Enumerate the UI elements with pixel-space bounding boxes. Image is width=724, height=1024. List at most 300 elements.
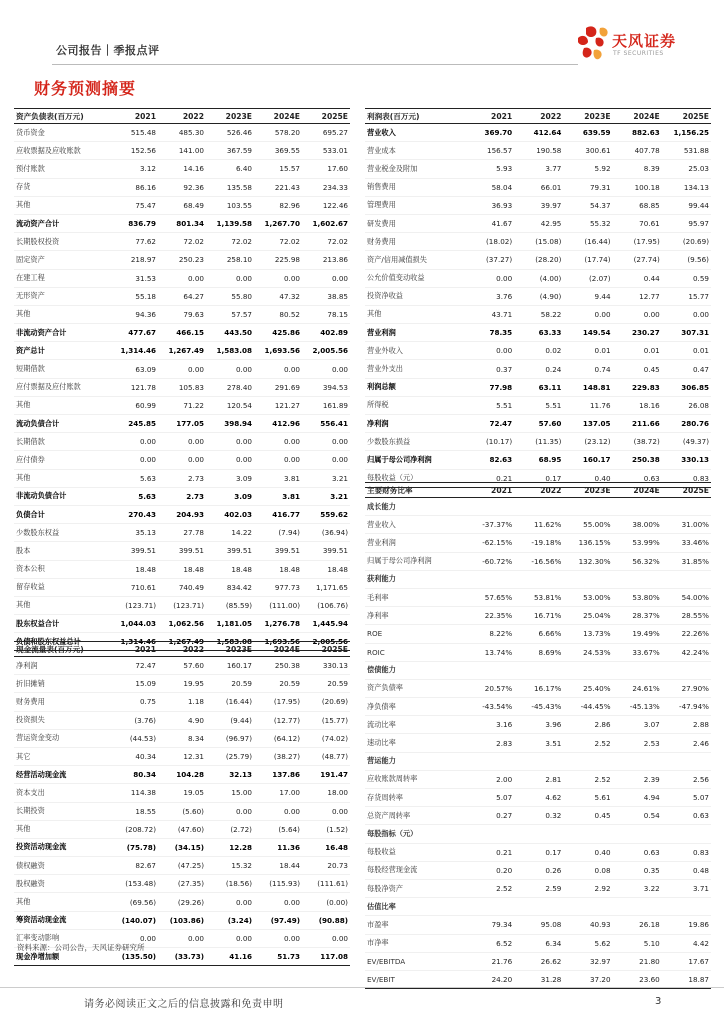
row-value: 5.07 [662, 789, 711, 807]
disclaimer-text: 请务必阅读正文之后的信息披露和免责申明 [84, 999, 284, 1010]
row-value: 211.66 [613, 415, 662, 433]
row-value: 245.85 [110, 415, 158, 433]
row-value: 1,139.58 [206, 214, 254, 232]
row-label: 营业收入 [365, 124, 465, 142]
row-value: 63.09 [110, 360, 158, 378]
table-row [14, 693, 350, 711]
row-value: 13.73% [563, 625, 612, 643]
row-value: 204.93 [158, 505, 206, 523]
row-value: 0.24 [514, 360, 563, 378]
row-value: 2.73 [158, 469, 206, 487]
row-value: 22.35% [465, 607, 514, 625]
row-value: 121.27 [254, 396, 302, 414]
row-value: 213.86 [302, 251, 350, 269]
row-label: 折旧摊销 [14, 675, 110, 693]
table-row [365, 734, 711, 752]
row-label: 汇率变动影响 [14, 929, 110, 947]
row-label: 资本公积 [14, 560, 110, 578]
row-value: 0.00 [158, 269, 206, 287]
row-value: 0.00 [206, 451, 254, 469]
row-label: 固定资产 [14, 251, 110, 269]
table-row [14, 578, 350, 596]
row-label: 每股经营现金流 [365, 861, 465, 879]
row-value: (111.00) [254, 596, 302, 614]
row-label: 营业外收入 [365, 342, 465, 360]
row-label: EV/EBIT [365, 970, 465, 988]
row-value: 0.00 [254, 929, 302, 947]
row-value [514, 570, 563, 588]
row-value [662, 498, 711, 516]
row-label: 应付票据及应付账款 [14, 378, 110, 396]
row-value: 60.99 [110, 396, 158, 414]
row-value: 26.08 [662, 396, 711, 414]
row-value: 18.55 [110, 802, 158, 820]
row-value: 0.20 [465, 861, 514, 879]
row-value: 218.97 [110, 251, 158, 269]
row-value: (9.44) [206, 711, 254, 729]
row-value: 14.22 [206, 524, 254, 542]
row-value: 3.76 [465, 287, 514, 305]
row-value: 1,445.94 [302, 615, 350, 633]
row-value: 0.00 [110, 451, 158, 469]
table-row [14, 838, 350, 856]
row-label: 净利润 [365, 415, 465, 433]
row-value: 0.47 [662, 360, 711, 378]
table-row [365, 305, 711, 323]
row-label: 成长能力 [365, 498, 465, 516]
row-value [465, 898, 514, 916]
table-row [365, 269, 711, 287]
row-value: 6.40 [206, 160, 254, 178]
row-value [465, 752, 514, 770]
row-value: 16.71% [514, 607, 563, 625]
row-value: 0.00 [206, 929, 254, 947]
row-value: -16.56% [514, 552, 563, 570]
row-value: 82.67 [110, 857, 158, 875]
row-value: 104.28 [158, 766, 206, 784]
row-label: 财务费用 [14, 693, 110, 711]
row-label: ROE [365, 625, 465, 643]
row-value: (29.26) [158, 893, 206, 911]
row-value: 0.00 [302, 929, 350, 947]
row-value: 31.85% [662, 552, 711, 570]
row-value: (0.00) [302, 893, 350, 911]
row-value: 399.51 [254, 542, 302, 560]
row-value [563, 570, 612, 588]
table-row [365, 378, 711, 396]
table-row [365, 142, 711, 160]
row-value: 407.78 [613, 142, 662, 160]
row-value: 15.09 [110, 675, 158, 693]
row-value: (49.37) [662, 433, 711, 451]
table-row [365, 825, 711, 843]
table-row [14, 857, 350, 875]
row-value: (135.50) [110, 948, 158, 966]
row-value: 230.27 [613, 324, 662, 342]
row-label: 财务费用 [365, 233, 465, 251]
row-label: 经营活动现金流 [14, 766, 110, 784]
row-value: 23.60 [613, 970, 662, 988]
row-label: 投资损失 [14, 711, 110, 729]
row-value: 3.21 [302, 487, 350, 505]
row-value: 412.96 [254, 415, 302, 433]
row-value: 4.90 [158, 711, 206, 729]
row-value: -45.43% [514, 698, 563, 716]
column-header: 2025E [662, 109, 711, 124]
row-value [613, 661, 662, 679]
row-label: 总资产周转率 [365, 807, 465, 825]
row-value: 0.00 [662, 305, 711, 323]
row-value: 280.76 [662, 415, 711, 433]
row-label: 归属于母公司净利润 [365, 451, 465, 469]
row-value: 0.63 [613, 469, 662, 487]
row-value: 120.54 [206, 396, 254, 414]
row-value: 221.43 [254, 178, 302, 196]
row-value: (16.44) [206, 693, 254, 711]
table-row [14, 251, 350, 269]
table-row [14, 729, 350, 747]
table-row [14, 505, 350, 523]
row-value: 0.00 [302, 451, 350, 469]
row-value: 66.01 [514, 178, 563, 196]
row-value: 32.97 [563, 952, 612, 970]
income-statement-table [365, 108, 711, 488]
row-value: 161.89 [302, 396, 350, 414]
row-value: 1,693.56 [254, 342, 302, 360]
row-value: (20.69) [662, 233, 711, 251]
row-value: 26.62 [514, 952, 563, 970]
row-value: (44.53) [110, 729, 158, 747]
row-value: 15.00 [206, 784, 254, 802]
row-value: 3.16 [465, 716, 514, 734]
row-value: 8.34 [158, 729, 206, 747]
row-value: (15.77) [302, 711, 350, 729]
row-value: 53.99% [613, 534, 662, 552]
row-label: 研发费用 [365, 214, 465, 232]
table-row [14, 911, 350, 929]
row-label: 市净率 [365, 934, 465, 952]
table-row [14, 287, 350, 305]
row-value: 0.00 [110, 929, 158, 947]
row-value: 141.00 [158, 142, 206, 160]
row-value: 3.07 [613, 716, 662, 734]
column-header: 2021 [110, 642, 158, 657]
row-value [613, 570, 662, 588]
row-value: 16.48 [302, 838, 350, 856]
row-value: 24.53% [563, 643, 612, 661]
row-value: 137.86 [254, 766, 302, 784]
table-row [14, 196, 350, 214]
row-value: 18.48 [110, 560, 158, 578]
column-header: 2025E [662, 483, 711, 498]
row-value: 99.44 [662, 196, 711, 214]
row-value: 19.95 [158, 675, 206, 693]
row-value: 330.13 [302, 657, 350, 675]
row-value: 270.43 [110, 505, 158, 523]
row-value: (103.86) [158, 911, 206, 929]
row-value: 0.00 [254, 433, 302, 451]
column-header: 2021 [465, 109, 514, 124]
row-value: 3.51 [514, 734, 563, 752]
row-label: 负债合计 [14, 505, 110, 523]
table-row [14, 560, 350, 578]
table-row [365, 498, 711, 516]
row-value: 3.71 [662, 879, 711, 897]
table-row [365, 698, 711, 716]
row-value: 1,276.78 [254, 615, 302, 633]
row-label: 其他 [14, 596, 110, 614]
row-label: 流动比率 [365, 716, 465, 734]
row-value: 12.77 [613, 287, 662, 305]
row-value: 1,602.67 [302, 214, 350, 232]
row-value: 122.46 [302, 196, 350, 214]
row-label: 每股净资产 [365, 879, 465, 897]
table-row [365, 588, 711, 606]
row-value: 37.20 [563, 970, 612, 988]
table-row [365, 552, 711, 570]
row-value: 0.00 [206, 269, 254, 287]
row-value: 882.63 [613, 124, 662, 142]
cash-flow-table [14, 641, 350, 966]
row-value: 0.21 [465, 469, 514, 487]
row-label: 所得税 [365, 396, 465, 414]
row-value: 77.62 [110, 233, 158, 251]
row-value: 79.31 [563, 178, 612, 196]
row-value: 2.92 [563, 879, 612, 897]
table-row [365, 752, 711, 770]
row-value: (2.07) [563, 269, 612, 287]
row-value: 148.81 [563, 378, 612, 396]
row-value: 3.12 [110, 160, 158, 178]
row-value: 0.02 [514, 342, 563, 360]
row-value: 398.94 [206, 415, 254, 433]
table-row [14, 396, 350, 414]
row-value: 250.38 [254, 657, 302, 675]
row-value: 1,267.49 [158, 633, 206, 651]
row-value: (69.56) [110, 893, 158, 911]
row-value: (123.71) [110, 596, 158, 614]
row-value [563, 752, 612, 770]
row-value: 14.16 [158, 160, 206, 178]
table-row [14, 875, 350, 893]
table-row [14, 542, 350, 560]
row-value: 0.00 [206, 360, 254, 378]
row-value: 94.36 [110, 305, 158, 323]
row-label: 每股收益 [365, 843, 465, 861]
row-value: 0.45 [613, 360, 662, 378]
row-label: 债权融资 [14, 857, 110, 875]
table-row [14, 766, 350, 784]
row-value: (27.35) [158, 875, 206, 893]
row-value: 1,583.08 [206, 633, 254, 651]
row-value: (47.25) [158, 857, 206, 875]
row-value: 1,693.56 [254, 633, 302, 651]
table-row [365, 607, 711, 625]
row-value: (4.90) [514, 287, 563, 305]
table-title: 资产负债表(百万元) [14, 109, 110, 124]
row-value: 95.97 [662, 214, 711, 232]
row-label: 营业利润 [365, 534, 465, 552]
row-value: 18.44 [254, 857, 302, 875]
row-value: 556.41 [302, 415, 350, 433]
table-row [14, 893, 350, 911]
row-value: 399.51 [206, 542, 254, 560]
row-value: 0.54 [613, 807, 662, 825]
table-row [365, 178, 711, 196]
column-header: 2024E [613, 483, 662, 498]
row-label: 营业成本 [365, 142, 465, 160]
table-row [365, 287, 711, 305]
row-value: 40.34 [110, 747, 158, 765]
row-value: 137.05 [563, 415, 612, 433]
row-label: 营运能力 [365, 752, 465, 770]
row-value: 369.55 [254, 142, 302, 160]
row-value: 412.64 [514, 124, 563, 142]
row-value: 57.60 [514, 415, 563, 433]
row-value: (48.77) [302, 747, 350, 765]
column-header: 2022 [158, 109, 206, 124]
row-value: 0.27 [465, 807, 514, 825]
row-value: (17.74) [563, 251, 612, 269]
row-value: 425.86 [254, 324, 302, 342]
row-value: 485.30 [158, 124, 206, 142]
column-header: 2021 [110, 109, 158, 124]
row-value: 2.81 [514, 770, 563, 788]
row-value: 177.05 [158, 415, 206, 433]
row-value: 22.26% [662, 625, 711, 643]
column-header: 2023E [206, 642, 254, 657]
row-value: 0.00 [158, 451, 206, 469]
table-row [365, 679, 711, 697]
row-value: (111.61) [302, 875, 350, 893]
row-value: 53.80% [613, 588, 662, 606]
table-row [14, 820, 350, 838]
row-value: (12.77) [254, 711, 302, 729]
row-label: 股本 [14, 542, 110, 560]
row-label: 投资净收益 [365, 287, 465, 305]
row-label: 存货周转率 [365, 789, 465, 807]
table-row [14, 360, 350, 378]
row-value: 695.27 [302, 124, 350, 142]
row-value: 35.13 [110, 524, 158, 542]
row-label: 筹资活动现金流 [14, 911, 110, 929]
row-value: 2,005.56 [302, 342, 350, 360]
row-label: 留存收益 [14, 578, 110, 596]
row-value: (1.52) [302, 820, 350, 838]
table-row [365, 807, 711, 825]
row-value: 18.16 [613, 396, 662, 414]
row-value: 2.56 [662, 770, 711, 788]
table-row [365, 196, 711, 214]
row-value: 100.18 [613, 178, 662, 196]
row-value: 0.17 [514, 843, 563, 861]
row-value: 9.44 [563, 287, 612, 305]
table-row [14, 342, 350, 360]
row-value: 0.63 [662, 807, 711, 825]
row-value: 5.61 [563, 789, 612, 807]
row-label: 无形资产 [14, 287, 110, 305]
table-row [14, 747, 350, 765]
table-row [14, 675, 350, 693]
row-value: 3.81 [254, 487, 302, 505]
row-value: 0.08 [563, 861, 612, 879]
row-value: 191.47 [302, 766, 350, 784]
table-row [14, 142, 350, 160]
table-row [365, 342, 711, 360]
row-value: 0.63 [613, 843, 662, 861]
table-row [365, 324, 711, 342]
row-value: 477.67 [110, 324, 158, 342]
row-value: 0.01 [662, 342, 711, 360]
row-value: 56.32% [613, 552, 662, 570]
row-value: (140.07) [110, 911, 158, 929]
row-value: 330.13 [662, 451, 711, 469]
row-label: 其他 [14, 893, 110, 911]
row-value: 0.74 [563, 360, 612, 378]
row-value: 20.59 [254, 675, 302, 693]
row-value [563, 498, 612, 516]
row-value: 2.52 [563, 734, 612, 752]
row-value: 0.00 [302, 802, 350, 820]
row-value: 0.44 [613, 269, 662, 287]
row-value: -44.45% [563, 698, 612, 716]
row-value: 156.57 [465, 142, 514, 160]
row-value: 5.51 [465, 396, 514, 414]
row-value [662, 570, 711, 588]
row-value: 3.09 [206, 487, 254, 505]
row-label: 其他 [14, 196, 110, 214]
row-value: 19.05 [158, 784, 206, 802]
row-value: 132.30% [563, 552, 612, 570]
row-value: -47.94% [662, 698, 711, 716]
row-value: 26.18 [613, 916, 662, 934]
row-value: 77.98 [465, 378, 514, 396]
row-value: 0.01 [563, 342, 612, 360]
row-value: 21.76 [465, 952, 514, 970]
column-header: 2021 [465, 483, 514, 498]
row-value: (17.95) [254, 693, 302, 711]
row-label: 归属于母公司净利润 [365, 552, 465, 570]
table-row [365, 716, 711, 734]
row-value: 740.49 [158, 578, 206, 596]
row-value: 0.32 [514, 807, 563, 825]
row-label: 其他 [14, 820, 110, 838]
row-value: 95.08 [514, 916, 563, 934]
row-value: 559.62 [302, 505, 350, 523]
row-value [514, 825, 563, 843]
row-value: 836.79 [110, 214, 158, 232]
table-row [365, 570, 711, 588]
row-value: 32.13 [206, 766, 254, 784]
row-value: 0.00 [302, 360, 350, 378]
table-row [14, 378, 350, 396]
row-label: 营业外支出 [365, 360, 465, 378]
row-value: (38.27) [254, 747, 302, 765]
row-value: 160.17 [206, 657, 254, 675]
row-value: 41.16 [206, 948, 254, 966]
row-value: (18.02) [465, 233, 514, 251]
row-value: 0.00 [206, 802, 254, 820]
table-title: 主要财务比率 [365, 483, 465, 498]
row-label: 毛利率 [365, 588, 465, 606]
row-value: (38.72) [613, 433, 662, 451]
table-row [365, 396, 711, 414]
row-value: (7.94) [254, 524, 302, 542]
table-row [365, 879, 711, 897]
table-row [365, 661, 711, 679]
row-value: 18.48 [254, 560, 302, 578]
row-value: 51.73 [254, 948, 302, 966]
